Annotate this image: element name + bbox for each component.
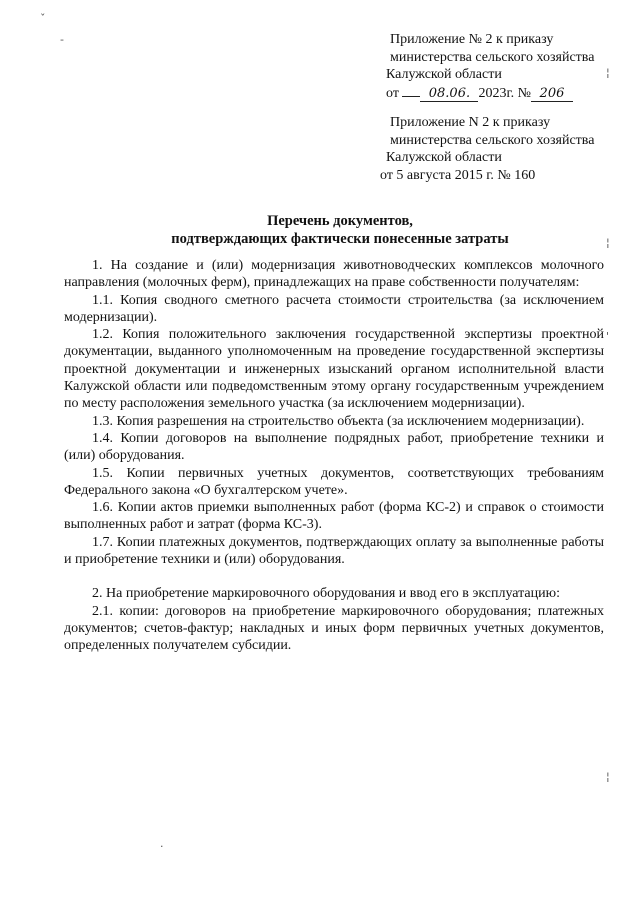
appendix-ministry: министерства сельского хозяйства: [390, 132, 595, 148]
paragraph-1-6: 1.6. Копии актов приемки выполненных работ (форма КС-2) и справок о стоимости выполненных работ и затрат (форма КС-3).: [64, 500, 604, 533]
scan-speck: ·: [160, 840, 164, 853]
scan-speck: ': [606, 330, 610, 343]
scan-speck: ¦: [606, 66, 610, 79]
appendix-title: Приложение N 2 к приказу: [390, 115, 551, 130]
appendix-ministry: министерства сельского хозяйства: [390, 49, 595, 65]
appendix-date-line: [386, 84, 626, 103]
handwritten-order-number: 206: [531, 86, 573, 102]
title-line-2: подтверждающих фактически понесенные затраты: [171, 230, 509, 247]
paragraph-1-5: 1.5. Копии первичных учетных документов, соответствующих требованиям Федерального закона «О бухгалтерском учете».: [64, 465, 604, 498]
appendix-header-2015: [380, 114, 626, 184]
date-prefix: от: [386, 85, 399, 101]
paragraph-2: 2. На приобретение маркировочного оборудования и ввод его в эксплуатацию:: [92, 586, 560, 602]
paragraph-2-1: 2.1. копии: договоров на приобретение маркировочного оборудования; платежных документов; счетов-фактур; накладных и иных форм первичных учетных документов, определенных получателем субсидии.: [64, 603, 604, 654]
document-body: [64, 257, 604, 655]
scan-speck: ¦: [606, 236, 610, 249]
paragraph-1-4: 1.4. Копии договоров на выполнение подрядных работ, приобретение техники и (или) оборудования.: [64, 430, 604, 464]
scan-speck: -: [60, 33, 64, 46]
document-title: [70, 213, 610, 248]
appendix-title: Приложение № 2 к приказу: [390, 32, 554, 47]
appendix-region: Калужской области: [386, 150, 502, 165]
paragraph-1-2: 1.2. Копия положительного заключения государственной экспертизы проектной документации, выданного уполномоченным на проведение государственной экспертизы проектной документации и инженерных изысканий органом исполнительной власти Калужской области или подведомственным этому органу государственным учреждением по месту расположения земельного участка (за исключением модернизации).: [64, 327, 604, 412]
appendix-date: от 5 августа 2015 г. № 160: [380, 167, 536, 183]
scan-speck: ¦: [606, 770, 610, 783]
title-line-1: Перечень документов,: [267, 213, 413, 229]
paragraph-1-7: 1.7. Копии платежных документов, подтверждающих оплату за выполненные работы и приобретение техники и (или) оборудования.: [64, 534, 604, 568]
appendix-header-2023: [386, 31, 626, 102]
handwritten-date: 08.06.: [420, 86, 478, 102]
year-text: 2023г. №: [478, 85, 531, 101]
paragraph-1-1: 1.1. Копия сводного сметного расчета стоимости строительства (за исключением модернизации).: [64, 292, 604, 325]
appendix-region: Калужской области: [386, 67, 502, 82]
date-blank: [402, 84, 420, 97]
scan-speck: ˇ: [40, 12, 46, 25]
paragraph-1-3: 1.3. Копия разрешения на строительство объекта (за исключением модернизации).: [92, 413, 585, 429]
paragraph-1: 1. На создание и (или) модернизация животноводческих комплексов молочного направления (молочных ферм), принадлежащих на праве собственности получателям:: [64, 258, 604, 291]
